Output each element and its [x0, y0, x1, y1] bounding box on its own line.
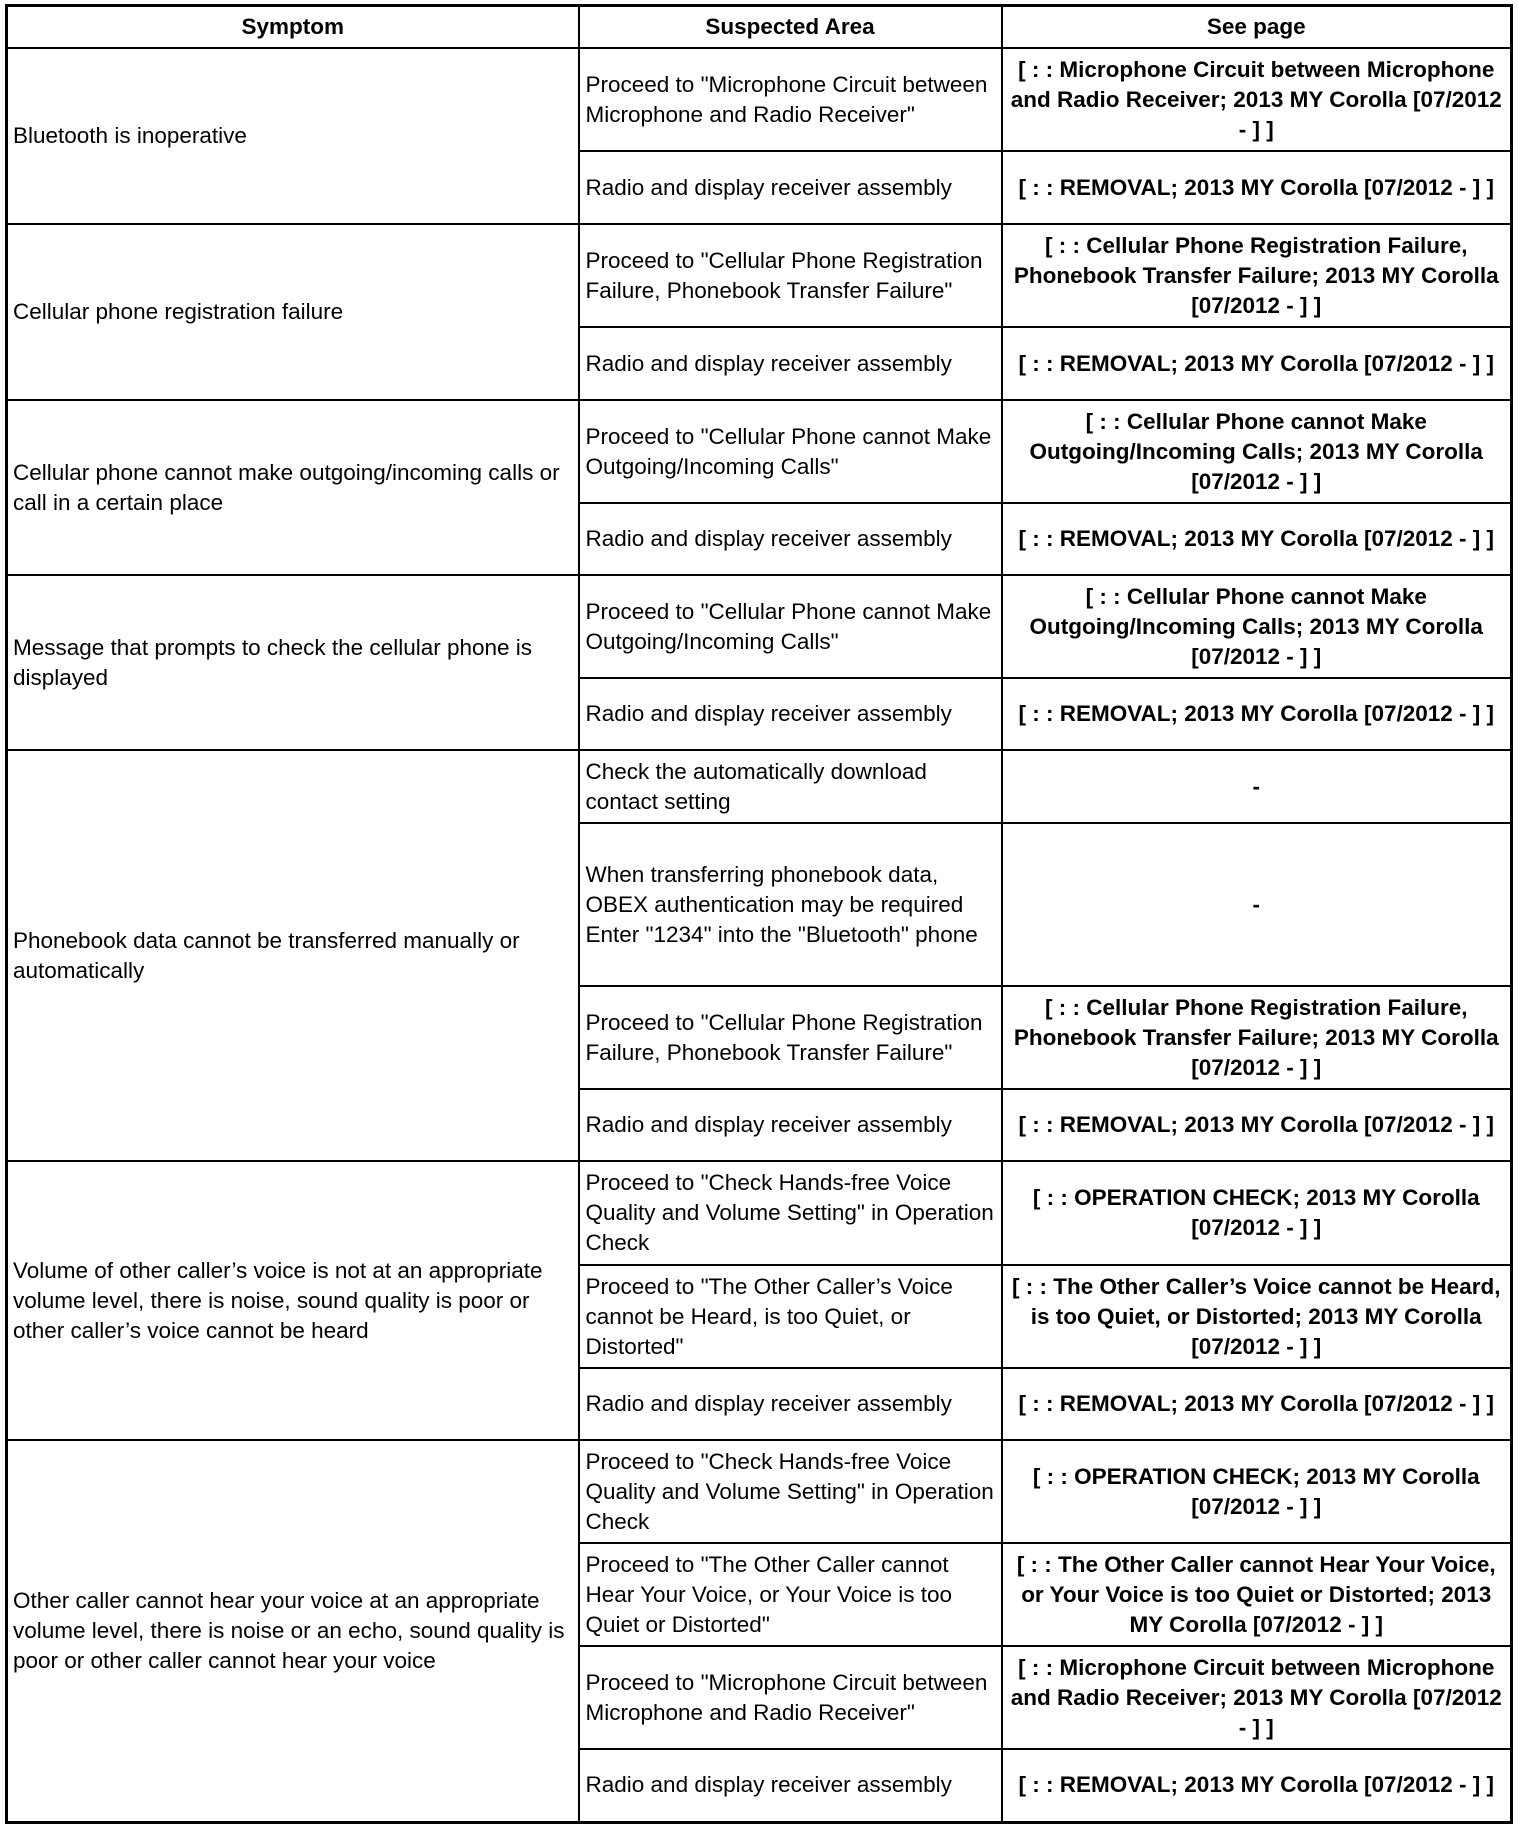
suspected-area-cell — [579, 400, 1002, 503]
see-page-link[interactable]: [ : : Microphone Circuit between Microphone and Radio Receiver; 2013 MY Corolla [07/2012 - ] ] — [1010, 1654, 1502, 1740]
suspected-area-text: Proceed to "Cellular Phone cannot Make Outgoing/Incoming Calls" — [585, 598, 992, 654]
see-page-link[interactable]: [ : : Cellular Phone Registration Failure, Phonebook Transfer Failure; 2013 MY Corolla [07/2012 - ] ] — [1013, 994, 1499, 1080]
table-row — [7, 750, 1512, 823]
symptom-text: Other caller cannot hear your voice at an appropriate volume level, there is noise or an echo, sound quality is poor or other caller cannot hear your voice — [13, 1587, 565, 1673]
see-page-link[interactable]: [ : : REMOVAL; 2013 MY Corolla [07/2012 - ] ] — [1018, 526, 1495, 551]
see-page-link[interactable]: [ : : REMOVAL; 2013 MY Corolla [07/2012 - ] ] — [1018, 1772, 1495, 1798]
see-page-cell — [1002, 1646, 1512, 1749]
suspected-area-cell — [579, 1089, 1002, 1161]
symptom-cell — [7, 224, 579, 400]
suspected-area-cell — [579, 575, 1002, 678]
suspected-area-cell — [579, 48, 1002, 151]
suspected-area-cell — [579, 327, 1002, 400]
table-row — [7, 1161, 1512, 1265]
see-page-cell — [1002, 48, 1512, 151]
see-page-cell — [1002, 1749, 1512, 1822]
table-row — [7, 400, 1512, 503]
symptom-cell — [7, 750, 579, 1161]
symptom-cell — [7, 400, 579, 575]
symptom-text: Message that prompts to check the cellular phone is displayed — [13, 634, 533, 690]
symptom-cell — [7, 48, 579, 224]
see-page-cell — [1002, 1265, 1512, 1368]
suspected-area-cell — [579, 503, 1002, 575]
suspected-area-cell — [579, 986, 1002, 1089]
see-page-cell — [1002, 678, 1512, 750]
see-page-cell — [1002, 750, 1512, 823]
suspected-area-cell — [579, 1440, 1002, 1543]
suspected-area-text: Proceed to "Microphone Circuit between Microphone and Radio Receiver" — [585, 1669, 988, 1725]
suspected-area-cell — [579, 1161, 1002, 1265]
header-row — [7, 6, 1512, 49]
suspected-area-cell — [579, 823, 1002, 986]
suspected-area-text: Proceed to "Cellular Phone Registration Failure, Phonebook Transfer Failure" — [585, 247, 983, 303]
suspected-area-text: Proceed to "Check Hands-free Voice Quality and Volume Setting" in Operation Check — [585, 1448, 994, 1534]
suspected-area-text: Radio and display receiver assembly — [585, 701, 952, 726]
suspected-area-cell — [579, 1368, 1002, 1440]
suspected-area-cell — [579, 678, 1002, 750]
see-page-cell — [1002, 1161, 1512, 1265]
see-page-cell — [1002, 503, 1512, 575]
suspected-area-text: Radio and display receiver assembly — [585, 526, 952, 551]
symptom-cell — [7, 1161, 579, 1440]
suspected-area-text: Proceed to "Microphone Circuit between Microphone and Radio Receiver" — [585, 71, 988, 127]
see-page-link[interactable]: [ : : The Other Caller’s Voice cannot be Heard, is too Quiet, or Distorted; 2013 MY Corolla [07/2012 - ] ] — [1012, 1273, 1501, 1359]
suspected-area-cell — [579, 1265, 1002, 1368]
see-page-link[interactable]: [ : : REMOVAL; 2013 MY Corolla [07/2012 - ] ] — [1018, 1391, 1495, 1416]
see-page-link[interactable]: [ : : Cellular Phone cannot Make Outgoing/Incoming Calls; 2013 MY Corolla [07/2012 - ] ] — [1029, 408, 1483, 494]
see-page-cell — [1002, 1440, 1512, 1543]
suspected-area-text: Proceed to "Cellular Phone Registration Failure, Phonebook Transfer Failure" — [585, 1009, 983, 1065]
symptom-cell — [7, 1440, 579, 1822]
symptom-text: Cellular phone registration failure — [13, 299, 344, 324]
see-page-cell — [1002, 224, 1512, 327]
see-page-cell — [1002, 1368, 1512, 1440]
see-page-cell — [1002, 327, 1512, 400]
suspected-area-text: Proceed to "Check Hands-free Voice Quality and Volume Setting" in Operation Check — [585, 1170, 994, 1255]
suspected-area-text: Check the automatically download contact setting — [585, 758, 927, 814]
see-page-link[interactable]: [ : : REMOVAL; 2013 MY Corolla [07/2012 - ] ] — [1018, 174, 1495, 200]
see-page-cell — [1002, 1543, 1512, 1646]
see-page-link[interactable]: [ : : REMOVAL; 2013 MY Corolla [07/2012 - ] ] — [1018, 701, 1495, 726]
see-page-link[interactable]: [ : : OPERATION CHECK; 2013 MY Corolla [07/2012 - ] ] — [1032, 1463, 1480, 1519]
see-page-link[interactable]: [ : : Microphone Circuit between Microphone and Radio Receiver; 2013 MY Corolla [07/2012 - ] ] — [1010, 56, 1502, 142]
suspected-area-text: Proceed to "The Other Caller’s Voice cannot be Heard, is too Quiet, or Distorted" — [585, 1273, 953, 1359]
table-row — [7, 575, 1512, 678]
suspected-area-cell — [579, 1749, 1002, 1822]
symptom-cell — [7, 575, 579, 750]
see-page-cell — [1002, 575, 1512, 678]
table-row — [7, 224, 1512, 327]
suspected-area-cell — [579, 1646, 1002, 1749]
see-page-cell — [1002, 986, 1512, 1089]
suspected-area-text: Radio and display receiver assembly — [585, 1112, 952, 1137]
symptom-text: Bluetooth is inoperative — [13, 123, 247, 148]
suspected-area-text: Radio and display receiver assembly — [585, 350, 952, 376]
see-page-cell — [1002, 400, 1512, 503]
symptom-text: Phonebook data cannot be transferred manually or automatically — [13, 927, 520, 983]
suspected-area-cell — [579, 151, 1002, 224]
symptom-text: Volume of other caller’s voice is not at an appropriate volume level, there is noise, sound quality is poor or other caller’s voice cannot be heard — [13, 1257, 543, 1343]
suspected-area-text: When transferring phonebook data, OBEX authentication may be required Enter "1234" into the "Bluetooth" phone — [585, 861, 978, 947]
see-page-link[interactable]: [ : : The Other Caller cannot Hear Your Voice, or Your Voice is too Quiet or Distorted; 2013 MY Corolla [07/2012 - ] ] — [1016, 1551, 1496, 1637]
header-see-page: See page — [1002, 6, 1512, 49]
suspected-area-text: Radio and display receiver assembly — [585, 1391, 952, 1416]
suspected-area-cell — [579, 1543, 1002, 1646]
see-page-cell — [1002, 823, 1512, 986]
table-body — [7, 48, 1512, 1822]
suspected-area-cell — [579, 224, 1002, 327]
table-row — [7, 1440, 1512, 1543]
suspected-area-text: Radio and display receiver assembly — [585, 174, 952, 200]
symptom-table — [5, 4, 1513, 1824]
see-page-cell — [1002, 151, 1512, 224]
see-page-link[interactable]: [ : : OPERATION CHECK; 2013 MY Corolla [07/2012 - ] ] — [1032, 1185, 1480, 1240]
see-page-link: - — [1252, 891, 1260, 917]
symptom-text: Cellular phone cannot make outgoing/incoming calls or call in a certain place — [13, 459, 560, 515]
suspected-area-text: Radio and display receiver assembly — [585, 1772, 952, 1798]
see-page-cell — [1002, 1089, 1512, 1161]
header-symptom: Symptom — [7, 6, 579, 49]
header-suspected-area: Suspected Area — [579, 6, 1002, 49]
suspected-area-text: Proceed to "The Other Caller cannot Hear Your Voice, or Your Voice is too Quiet or Distorted" — [585, 1551, 953, 1637]
see-page-link[interactable]: [ : : Cellular Phone cannot Make Outgoing/Incoming Calls; 2013 MY Corolla [07/2012 - ] ] — [1029, 583, 1483, 669]
see-page-link[interactable]: [ : : REMOVAL; 2013 MY Corolla [07/2012 - ] ] — [1018, 1112, 1495, 1137]
see-page-link[interactable]: [ : : REMOVAL; 2013 MY Corolla [07/2012 - ] ] — [1018, 350, 1495, 376]
table-row — [7, 48, 1512, 151]
suspected-area-cell — [579, 750, 1002, 823]
suspected-area-text: Proceed to "Cellular Phone cannot Make Outgoing/Incoming Calls" — [585, 423, 992, 479]
see-page-link[interactable]: [ : : Cellular Phone Registration Failure, Phonebook Transfer Failure; 2013 MY Corolla [07/2012 - ] ] — [1013, 232, 1499, 318]
see-page-link: - — [1252, 773, 1260, 799]
